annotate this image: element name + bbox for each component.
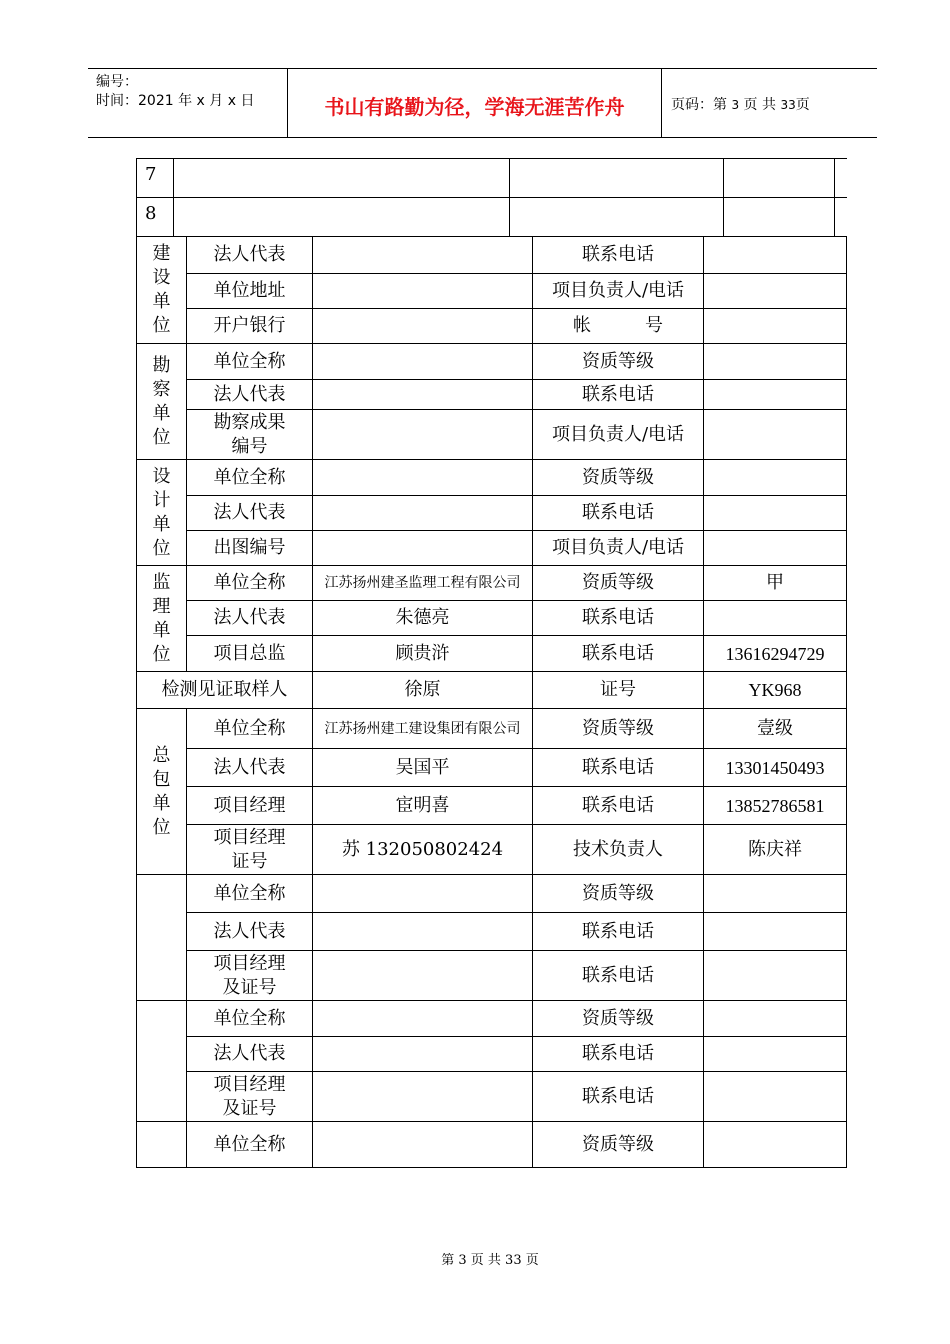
- field-value: [313, 875, 533, 913]
- field-label: 项目经理 及证号: [187, 951, 313, 1001]
- page-footer: 第 3 页 共 33 页: [441, 1253, 539, 1268]
- table-row: [137, 237, 847, 274]
- field-value: [313, 380, 533, 410]
- table-row: [137, 825, 847, 875]
- table-row: [137, 344, 847, 380]
- field-label: 资质等级: [533, 1122, 704, 1168]
- table-row: [137, 951, 847, 1001]
- table-row: [137, 749, 847, 787]
- field-value: [313, 344, 533, 380]
- group-label-survey: [137, 344, 187, 460]
- field-value: 顾贵浒: [313, 636, 533, 672]
- field-value: [313, 1001, 533, 1037]
- field-label: 联系电话: [533, 496, 704, 531]
- field-value: [704, 601, 847, 636]
- table-row: [137, 1122, 847, 1168]
- header-motto: 书山有路勤为径，学海无涯苦作舟: [324, 95, 625, 119]
- field-label: 项目经理 证号: [187, 825, 313, 875]
- table-cell: [174, 159, 510, 198]
- field-value: [704, 380, 847, 410]
- field-value: [313, 1037, 533, 1072]
- field-value: [704, 1037, 847, 1072]
- header-page-info: [671, 94, 810, 114]
- table-row: [137, 787, 847, 825]
- field-label: 法人代表: [187, 496, 313, 531]
- field-value: [704, 1072, 847, 1122]
- table-row: [137, 410, 847, 460]
- field-value: 甲: [704, 566, 847, 601]
- field-value: [704, 875, 847, 913]
- field-label: 项目负责人/电话: [533, 531, 704, 566]
- table-cell: [510, 159, 724, 198]
- table-row: [137, 566, 847, 601]
- field-value: [704, 344, 847, 380]
- table-row: [137, 198, 847, 237]
- field-label: 法人代表: [187, 1037, 313, 1072]
- field-label: 检测见证取样人: [137, 672, 313, 709]
- field-value: 江苏扬州建工建设集团有限公司: [313, 709, 533, 749]
- group-text: 建 设 单 位: [152, 243, 171, 336]
- row-number: 8: [137, 198, 174, 237]
- field-value: 13852786581: [704, 787, 847, 825]
- field-value: [704, 913, 847, 951]
- field-label: 联系电话: [533, 380, 704, 410]
- field-label: 单位全称: [187, 566, 313, 601]
- field-value: [704, 309, 847, 344]
- field-label: 资质等级: [533, 344, 704, 380]
- field-value: 吴国平: [313, 749, 533, 787]
- field-label: 法人代表: [187, 749, 313, 787]
- time-label: 时间：2021 年 x 月 x 日: [96, 93, 255, 109]
- field-label: 联系电话: [533, 237, 704, 274]
- table-row: [137, 601, 847, 636]
- group-label-empty: [137, 875, 187, 1001]
- field-label: 法人代表: [187, 380, 313, 410]
- code-label: 编号：: [96, 74, 138, 90]
- page-header: [88, 68, 877, 138]
- field-label: 资质等级: [533, 1001, 704, 1037]
- group-text: 总 包 单 位: [152, 744, 171, 838]
- table-row: [137, 496, 847, 531]
- field-label: 证号: [533, 672, 704, 709]
- field-label: 联系电话: [533, 1072, 704, 1122]
- page-total: 33: [780, 98, 796, 112]
- page-mid: 页 共: [743, 97, 776, 113]
- field-label: 单位全称: [187, 1001, 313, 1037]
- field-label: 联系电话: [533, 601, 704, 636]
- group-label-supervise: [137, 566, 187, 672]
- field-label: 联系电话: [533, 951, 704, 1001]
- field-label: 资质等级: [533, 709, 704, 749]
- field-label: 单位全称: [187, 875, 313, 913]
- field-value: [313, 1072, 533, 1122]
- table-cell: [724, 159, 835, 198]
- field-value: [704, 951, 847, 1001]
- field-label: 出图编号: [187, 531, 313, 566]
- field-value: [704, 1122, 847, 1168]
- field-value: [704, 274, 847, 309]
- page-prefix: 页码：第: [671, 97, 727, 113]
- field-label: 勘察成果 编号: [187, 410, 313, 460]
- field-label: 单位全称: [187, 460, 313, 496]
- table-row: [137, 636, 847, 672]
- group-text: 设 计 单 位: [152, 465, 171, 559]
- field-value: [704, 531, 847, 566]
- field-label: 单位全称: [187, 709, 313, 749]
- row-number: 7: [137, 159, 174, 198]
- group-text: 勘 察 单 位: [152, 354, 171, 448]
- field-value: YK968: [704, 672, 847, 709]
- table-row: [137, 1072, 847, 1122]
- field-value: [704, 496, 847, 531]
- field-value: 朱德亮: [313, 601, 533, 636]
- field-label: 联系电话: [533, 1037, 704, 1072]
- group-text: 监 理 单 位: [152, 571, 171, 665]
- field-value: 壹级: [704, 709, 847, 749]
- field-value: 徐原: [313, 672, 533, 709]
- field-value: [704, 237, 847, 274]
- field-label: 项目负责人/电话: [533, 274, 704, 309]
- field-value: [313, 410, 533, 460]
- table-cell: [835, 198, 847, 237]
- table-row: [137, 460, 847, 496]
- page-number: 3: [731, 98, 740, 112]
- field-label: 法人代表: [187, 913, 313, 951]
- page-suffix: 页: [795, 97, 810, 113]
- numbered-rows-table: [136, 158, 847, 237]
- table-row: [137, 672, 847, 709]
- field-value: 13301450493: [704, 749, 847, 787]
- field-label: 资质等级: [533, 875, 704, 913]
- group-label-build: [137, 237, 187, 344]
- table-cell: [835, 159, 847, 198]
- field-label: 法人代表: [187, 237, 313, 274]
- table-cell: [510, 198, 724, 237]
- field-label: 联系电话: [533, 636, 704, 672]
- field-value: [313, 237, 533, 274]
- field-label: 项目经理 及证号: [187, 1072, 313, 1122]
- table-row: [137, 913, 847, 951]
- field-value: 苏 132050802424: [313, 825, 533, 875]
- table-row: [137, 1001, 847, 1037]
- field-value: [313, 460, 533, 496]
- field-value: [704, 1001, 847, 1037]
- unit-info-table: [136, 236, 847, 1168]
- field-value: [704, 410, 847, 460]
- table-row: [137, 1037, 847, 1072]
- header-meta: [96, 73, 254, 111]
- table-cell: [174, 198, 510, 237]
- table-row: [137, 875, 847, 913]
- table-row: [137, 380, 847, 410]
- table-row: [137, 309, 847, 344]
- field-value: 13616294729: [704, 636, 847, 672]
- field-label: 项目总监: [187, 636, 313, 672]
- table-row: [137, 159, 847, 198]
- field-value: [313, 496, 533, 531]
- field-label: 法人代表: [187, 601, 313, 636]
- field-label: 单位全称: [187, 1122, 313, 1168]
- table-row: [137, 274, 847, 309]
- table-row: [137, 531, 847, 566]
- field-label: 资质等级: [533, 460, 704, 496]
- table-cell: [724, 198, 835, 237]
- field-value: [704, 460, 847, 496]
- field-value: [313, 531, 533, 566]
- group-label-empty: [137, 1001, 187, 1122]
- field-label: 项目经理: [187, 787, 313, 825]
- group-label-design: [137, 460, 187, 566]
- field-value: [313, 309, 533, 344]
- header-divider: [661, 69, 662, 137]
- group-label-empty: [137, 1122, 187, 1168]
- field-label: 技术负责人: [533, 825, 704, 875]
- field-value: [313, 951, 533, 1001]
- table-row: [137, 709, 847, 749]
- field-label: 资质等级: [533, 566, 704, 601]
- field-label: 单位全称: [187, 344, 313, 380]
- field-value: 江苏扬州建圣监理工程有限公司: [313, 566, 533, 601]
- group-label-general: [137, 709, 187, 875]
- field-value: [313, 1122, 533, 1168]
- field-label: 联系电话: [533, 913, 704, 951]
- field-label: 帐 号: [533, 309, 704, 344]
- field-value: [313, 274, 533, 309]
- field-label: 开户银行: [187, 309, 313, 344]
- field-value: 宦明喜: [313, 787, 533, 825]
- field-label: 单位地址: [187, 274, 313, 309]
- field-value: 陈庆祥: [704, 825, 847, 875]
- field-label: 联系电话: [533, 749, 704, 787]
- field-value: [313, 913, 533, 951]
- field-label: 项目负责人/电话: [533, 410, 704, 460]
- field-label: 联系电话: [533, 787, 704, 825]
